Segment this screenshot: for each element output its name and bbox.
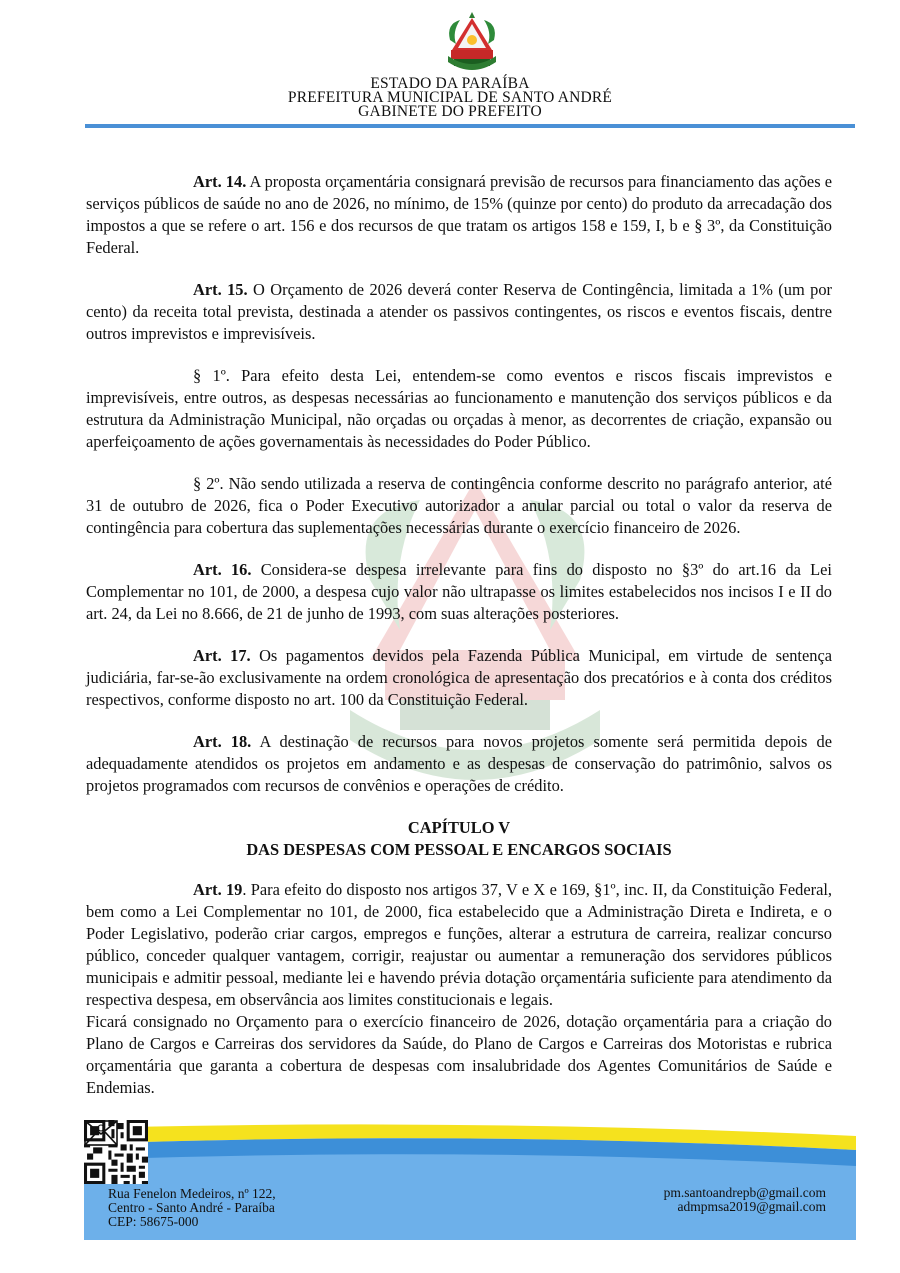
address-block	[108, 1187, 276, 1229]
address-street: Rua Fenelon Medeiros, nº 122,	[108, 1186, 276, 1201]
prefecture-name: PREFEITURA MUNICIPAL DE SANTO ANDRÉ	[287, 89, 613, 106]
chapter-subtitle: DAS DESPESAS COM PESSOAL E ENCARGOS SOCIAIS	[246, 840, 672, 859]
article-15-paragraph-1: § 1º. Para efeito desta Lei, entendem-se como eventos e riscos fiscais imprevistos e imprevisíveis, entre outros, as despesas necessárias ao funcionamento e manutenção dos serviços públicos e da estrutura da Administração Municipal, não orçadas ou orçadas à menor, as decorrentes de criação, expansão ou aperfeiçoamento de ações governamentais às necessidades do Poder Público.	[86, 366, 832, 451]
letterhead-footer	[84, 1120, 856, 1240]
article-19: Art. 19. Para efeito do disposto nos artigos 37, V e X e 169, §1º, inc. II, da Constituição Federal, bem como a Lei Complementar no 101, de 2000, fica estabelecido que a Administração Direta e Indireta, e o Poder Legislativo, poderão criar cargos, empregos e funções, alterar a estrutura de carreira, realizar concurso público, conceder qualquer vantagem, corrigir, reajustar ou aumentar a remuneração dos servidores públicos municipais e admitir pessoal, mediante lei e havendo prévia dotação orçamentária suficiente para atendimento da respectiva despesa, em observância aos limites constitucionais e legais.	[86, 880, 832, 1009]
article-18: Art. 18. A destinação de recursos para novos projetos somente será permitida depois de adequadamente atendidos os projetos em andamento e as despesas de conservação do patrimônio, salvos os projetos programados com recursos de convênios e operações de crédito.	[86, 732, 832, 795]
mail-icon	[84, 1120, 118, 1146]
state-name: ESTADO DA PARAÍBA	[370, 75, 530, 92]
address-zip: CEP: 58675-000	[108, 1214, 199, 1229]
office-name: GABINETE DO PREFEITO	[358, 103, 542, 120]
email-primary[interactable]: pm.santoandrepb@gmail.com	[663, 1185, 826, 1200]
municipal-crest-icon	[438, 10, 506, 78]
article-15: Art. 15. O Orçamento de 2026 deverá conter Reserva de Contingência, limitada a 1% (um por cento) da receita total prevista, destinada a atender os passivos contingentes, os riscos e eventos fiscais, dentre outros imprevistos e imprevisíveis.	[86, 280, 832, 343]
email-block	[644, 1186, 826, 1214]
header-divider	[85, 124, 855, 128]
article-15-paragraph-2: § 2º. Não sendo utilizada a reserva de contingência conforme descrito no parágrafo anterior, até 31 de outubro de 2026, fica o Poder Executivo autorizador a anular parcial ou total o valor da reserva de contingência para cobertura das suplementações necessárias durante o exercício financeiro de 2026.	[86, 474, 832, 537]
article-14: Art. 14. A proposta orçamentária consignará previsão de recursos para financiamento das ações e serviços públicos de saúde no ano de 2026, no mínimo, de 15% (quinze por cento) do produto da arrecadação dos impostos a que se refere o art. 156 e dos recursos de que tratam os artigos 158 e 159, I, b e § 3º, da Constituição Federal.	[86, 172, 832, 257]
chapter-heading	[86, 817, 832, 861]
letterhead	[0, 0, 900, 132]
document-body	[86, 171, 832, 1099]
article-19-complement: Ficará consignado no Orçamento para o exercício financeiro de 2026, dotação orçamentária para a criação do Plano de Cargos e Carreiras dos servidores da Saúde, do Plano de Cargos e Carreiras dos Motoristas e rubrica orçamentária que garanta a cobertura de despesas com insalubridade dos Agentes Comunitários de Saúde e Endemias.	[86, 1012, 832, 1097]
article-17: Art. 17. Os pagamentos devidos pela Fazenda Pública Municipal, em virtude de sentença judiciária, far-se-ão exclusivamente na ordem cronológica de apresentação dos precatórios e à conta dos créditos respectivos, conforme disposto no art. 100 da Constituição Federal.	[86, 646, 832, 709]
address-city: Centro - Santo André - Paraíba	[108, 1200, 275, 1215]
article-16: Art. 16. Considera-se despesa irrelevante para fins do disposto no §3º do art.16 da Lei Complementar no 101, de 2000, a despesa cujo valor não ultrapasse os limites estabelecidos nos incisos I e II do art. 24, da Lei no 8.666, de 21 de junho de 1993, com suas alterações posteriores.	[86, 560, 832, 623]
chapter-title: CAPÍTULO V	[407, 818, 511, 837]
letterhead-title	[0, 77, 900, 119]
email-secondary[interactable]: admpmsa2019@gmail.com	[677, 1199, 826, 1214]
